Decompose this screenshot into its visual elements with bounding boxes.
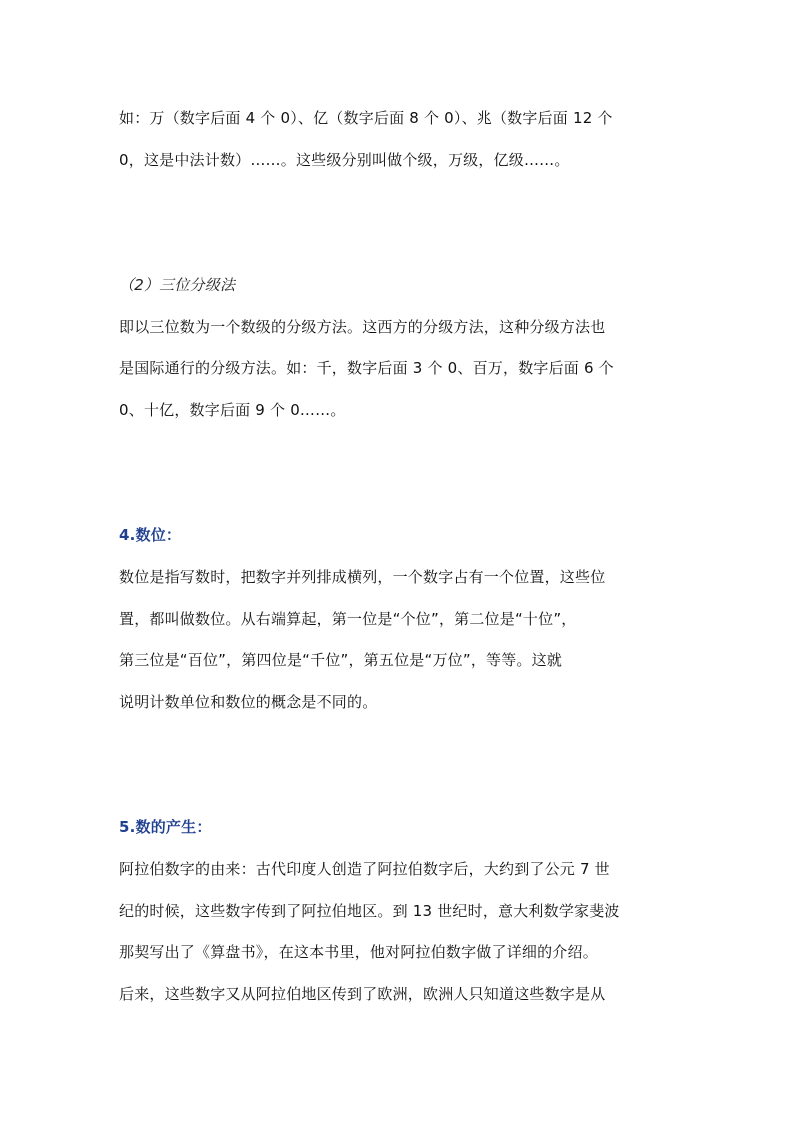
section-heading: 5.数的产生： bbox=[119, 818, 212, 836]
paragraph-line: 是国际通行的分级方法。如：千，数字后面 3 个 0、百万，数字后面 6 个 bbox=[119, 359, 614, 377]
paragraph-line: 后来，这些数字又从阿拉伯地区传到了欧洲，欧洲人只知道这些数字是从 bbox=[119, 985, 606, 1003]
paragraph-line: 纪的时候，这些数字传到了阿拉伯地区。到 13 世纪时，意大利数学家斐波 bbox=[119, 902, 620, 920]
paragraph-line: 说明计数单位和数位的概念是不同的。 bbox=[119, 693, 378, 711]
section-heading: 4.数位： bbox=[119, 526, 182, 544]
paragraph-line: 置，都叫做数位。从右端算起，第一位是“个位”，第二位是“十位”， bbox=[119, 610, 577, 628]
subsection-title: （2）三位分级法 bbox=[119, 276, 236, 294]
paragraph-line: 0，这是中法计数）……。这些级分别叫做个级，万级，亿级……。 bbox=[119, 151, 570, 169]
paragraph-line: 阿拉伯数字的由来：古代印度人创造了阿拉伯数字后，大约到了公元 7 世 bbox=[119, 860, 610, 878]
paragraph-line: 第三位是“百位”，第四位是“千位”，第五位是“万位”，等等。这就 bbox=[119, 651, 563, 669]
paragraph-line: 数位是指写数时，把数字并列排成横列，一个数字占有一个位置，这些位 bbox=[119, 568, 606, 586]
paragraph-line: 如：万（数字后面 4 个 0）、亿（数字后面 8 个 0）、兆（数字后面 12 个 bbox=[119, 109, 613, 127]
paragraph-line: 那契写出了《算盘书》，在这本书里，他对阿拉伯数字做了详细的介绍。 bbox=[119, 943, 598, 961]
paragraph-line: 0、十亿，数字后面 9 个 0……。 bbox=[119, 401, 346, 419]
paragraph-line: 即以三位数为一个数级的分级方法。这西方的分级方法，这种分级方法也 bbox=[119, 318, 606, 336]
